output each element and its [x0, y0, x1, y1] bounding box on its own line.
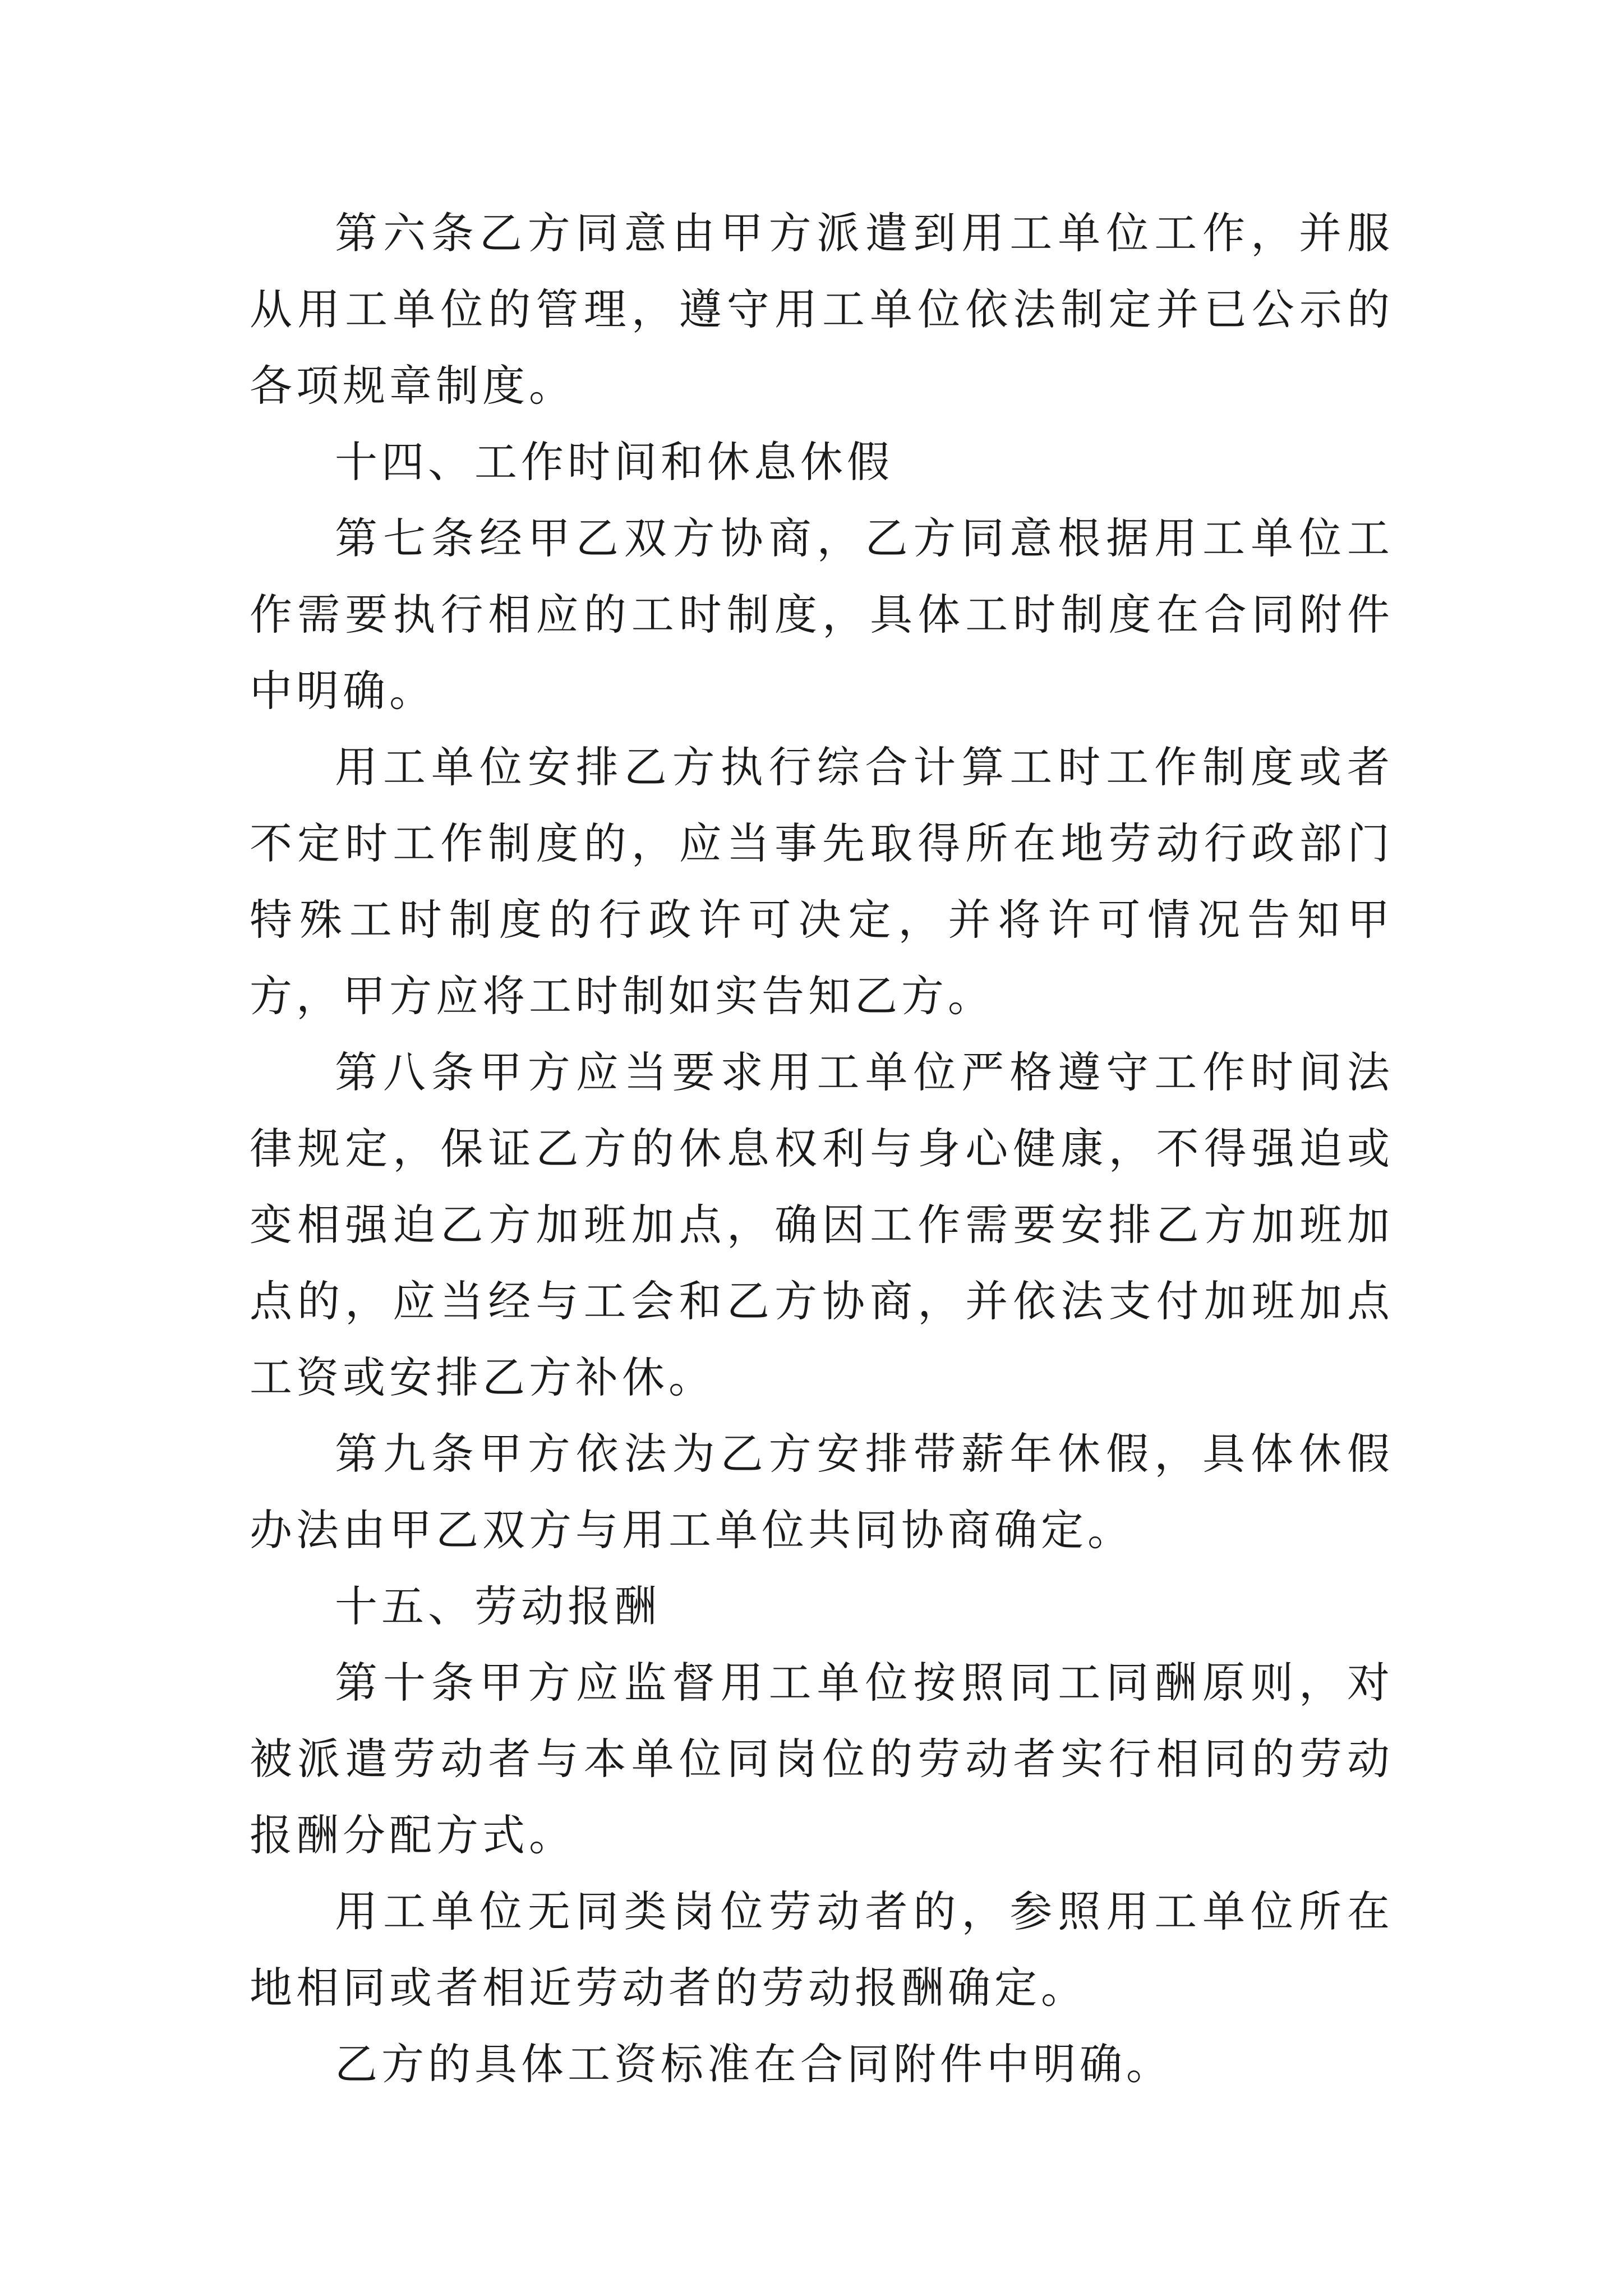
- wage-standard-paragraph: 乙方的具体工资标准在合同附件中明确。: [335, 2039, 1173, 2089]
- section-15-heading: 十五、劳动报酬: [335, 1581, 661, 1631]
- no-similar-position-paragraph: 用工单位无同类岗位劳动者的，参照用工单位所在地相同或者相近劳动者的劳动报酬确定。: [250, 1887, 1394, 2013]
- document-body: [250, 195, 1394, 2102]
- working-hours-approval-paragraph: 用工单位安排乙方执行综合计算工时工作制度或者不定时工作制度的，应当事先取得所在地劳动行政部门特殊工时制度的行政许可决定，并将许可情况告知甲方，甲方应将工时制如实告知乙方。: [250, 742, 1394, 1021]
- article-6-paragraph: 第六条乙方同意由甲方派遣到用工单位工作，并服从用工单位的管理，遵守用工单位依法制定并已公示的各项规章制度。: [250, 208, 1394, 411]
- article-10-paragraph: 第十条甲方应监督用工单位按照同工同酬原则，对被派遣劳动者与本单位同岗位的劳动者实行相同的劳动报酬分配方式。: [250, 1658, 1394, 1860]
- article-7-paragraph: 第七条经甲乙双方协商，乙方同意根据用工单位工作需要执行相应的工时制度，具体工时制度在合同附件中明确。: [250, 513, 1394, 716]
- section-14-heading: 十四、工作时间和休息休假: [335, 437, 893, 487]
- article-9-paragraph: 第九条甲方依法为乙方安排带薪年休假，具体休假办法由甲乙双方与用工单位共同协商确定。: [250, 1429, 1394, 1555]
- article-8-paragraph: 第八条甲方应当要求用工单位严格遵守工作时间法律规定，保证乙方的休息权利与身心健康，不得强迫或变相强迫乙方加班加点，确因工作需要安排乙方加班加点的，应当经与工会和乙方协商，并依法支付加班加点工资或安排乙方补休。: [250, 1047, 1394, 1402]
